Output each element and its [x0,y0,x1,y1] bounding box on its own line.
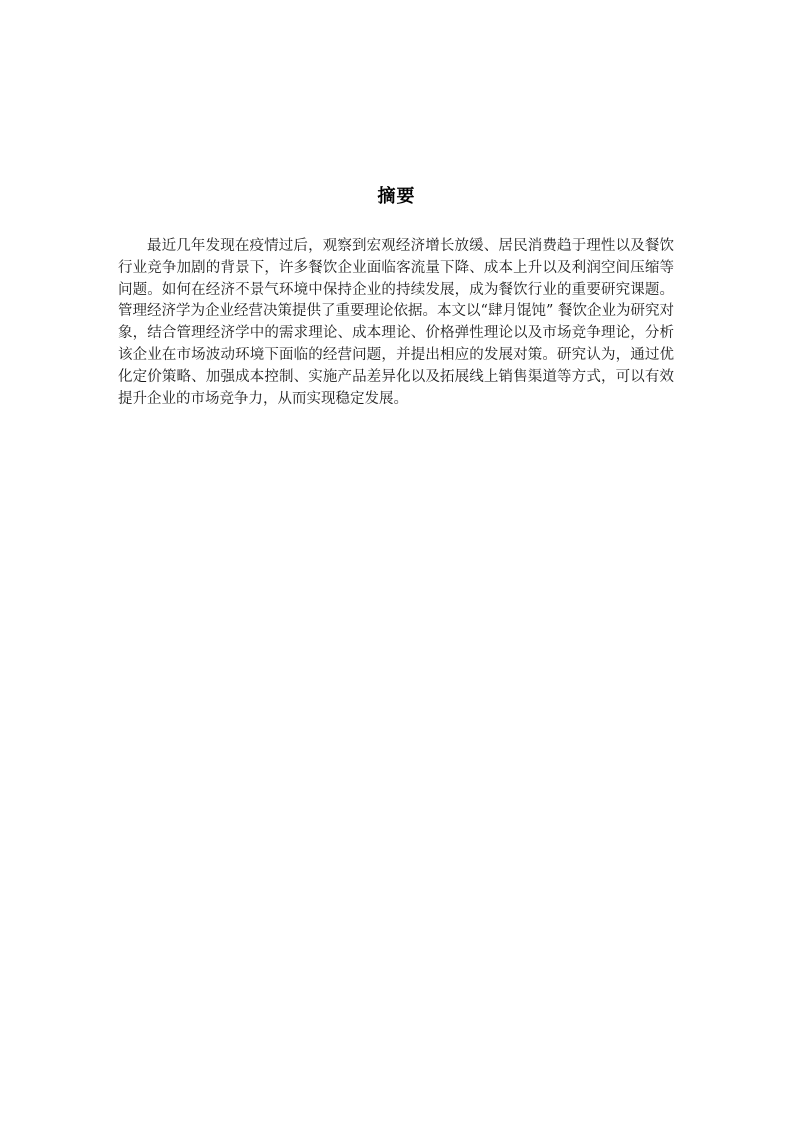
abstract-paragraph: 最近几年发现在疫情过后，观察到宏观经济增长放缓、居民消费趋于理性以及餐饮行业竞争加剧的背景下，许多餐饮企业面临客流量下降、成本上升以及利润空间压缩等问题。如何在经济不景气环境中保持企业的持续发展，成为餐饮行业的重要研究课题。管理经济学为企业经营决策提供了重要理论依据。本文以“肆月馄饨” 餐饮企业为研究对象，结合管理经济学中的需求理论、成本理论、价格弹性理论以及市场竞争理论，分析该企业在市场波动环境下面临的经营问题，并提出相应的发展对策。研究认为，通过优化定价策略、加强成本控制、实施产品差异化以及拓展线上销售渠道等方式，可以有效提升企业的市场竞争力，从而实现稳定发展。 [118,238,674,407]
abstract-title: 摘要 [377,186,416,207]
